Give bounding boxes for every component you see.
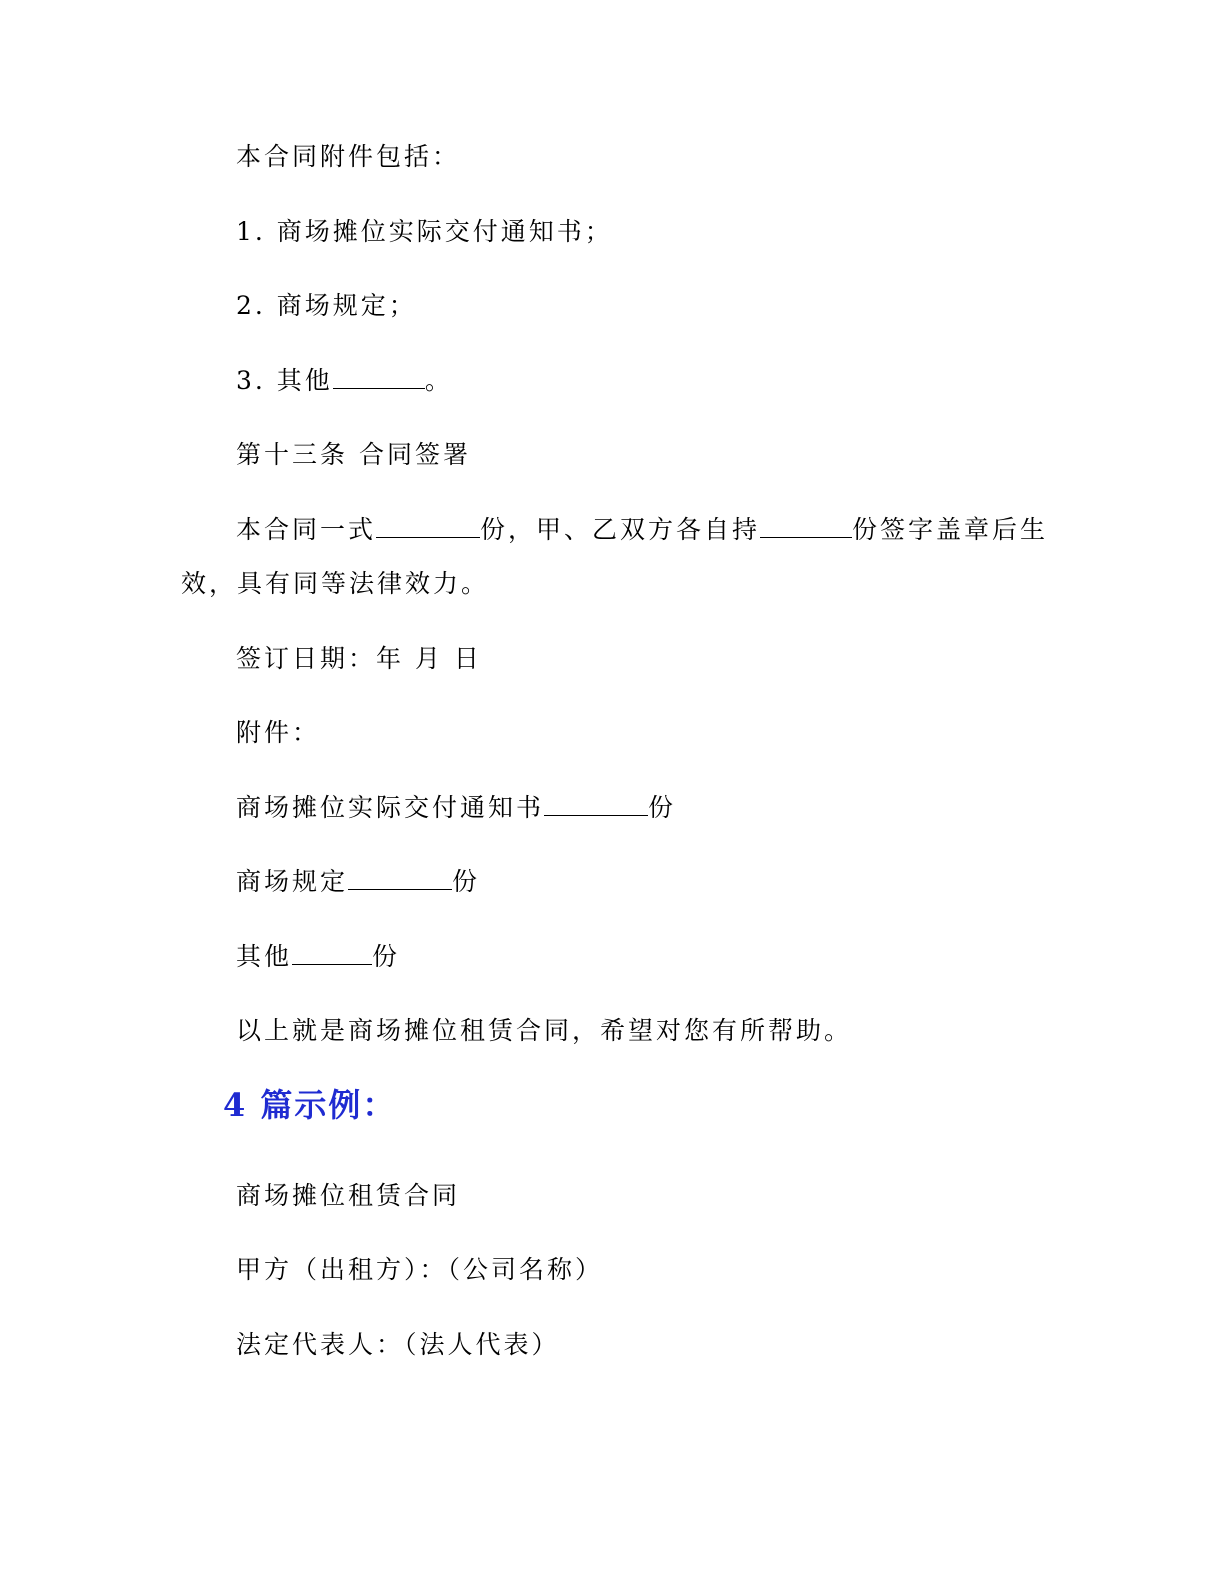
annex-intro: 本合同附件包括： bbox=[236, 142, 461, 171]
blank-line bbox=[376, 515, 480, 538]
attachment-rules bbox=[236, 866, 480, 898]
sign-date: 签订日期：年 月 日 bbox=[236, 644, 482, 673]
section-heading: 4 篇示例： bbox=[223, 1086, 397, 1124]
copies-text-1: 本合同一式 bbox=[236, 515, 377, 544]
annex-item-3-end: 。 bbox=[424, 366, 453, 395]
closing-text: 以上就是商场摊位租赁合同，希望对您有所帮助。 bbox=[236, 1016, 853, 1045]
copies-unit: 份 bbox=[648, 793, 677, 822]
attachment-notice-text: 商场摊位实际交付通知书 bbox=[236, 793, 545, 822]
article-13-title: 第十三条 合同签署 bbox=[236, 440, 471, 469]
blank-line bbox=[292, 942, 372, 965]
copies-unit: 份 bbox=[452, 867, 481, 896]
annex-item-1: 1. 商场摊位实际交付通知书； bbox=[236, 217, 613, 246]
copies-unit: 份 bbox=[372, 942, 401, 971]
attachment-other-text: 其他 bbox=[236, 942, 293, 971]
legal-representative: 法定代表人：（法人代表） bbox=[236, 1330, 560, 1359]
attachment-rules-text: 商场规定 bbox=[236, 867, 349, 896]
attachment-other bbox=[236, 941, 400, 973]
copies-clause-line-2: 效，具有同等法律效力。 bbox=[181, 569, 490, 598]
copies-text-2: 份，甲、乙双方各自持 bbox=[480, 515, 761, 544]
attachments-label: 附件： bbox=[236, 718, 321, 747]
copies-text-3: 份签字盖章后生 bbox=[852, 515, 1049, 544]
party-a: 甲方（出租方）：（公司名称） bbox=[236, 1255, 604, 1284]
blank-line bbox=[760, 515, 852, 538]
annex-item-3 bbox=[236, 365, 453, 397]
contract-title: 商场摊位租赁合同 bbox=[236, 1181, 461, 1210]
attachment-notice bbox=[236, 792, 676, 824]
blank-line bbox=[348, 867, 452, 890]
blank-line bbox=[544, 793, 648, 816]
annex-item-3-text: 3. 其他 bbox=[236, 366, 333, 395]
blank-line bbox=[333, 366, 425, 389]
annex-item-2: 2. 商场规定； bbox=[236, 291, 417, 320]
copies-clause-line-1 bbox=[236, 514, 1048, 546]
